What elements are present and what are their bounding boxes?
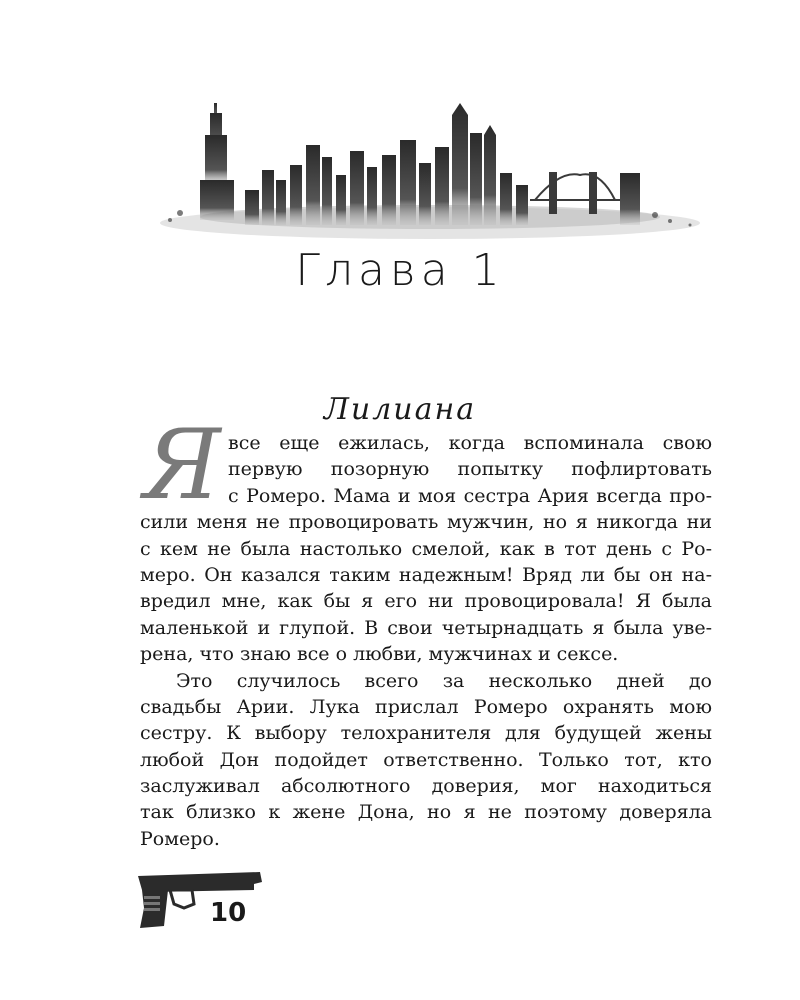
text-line: так близко к жене Дона, но я не поэтому доверяла	[140, 801, 712, 824]
text-line: заслуживал абсолютного доверия, мог находиться	[140, 775, 712, 798]
chapter-body-text	[140, 430, 712, 852]
text-line: Это случилось всего за несколько дней до	[176, 669, 712, 692]
pistol-icon	[134, 868, 266, 930]
text-line: меро. Он казался таким надежным! Вряд ли бы он на-	[140, 563, 712, 586]
text-line: любой Дон подойдет ответственно. Только тот, кто	[140, 748, 712, 771]
text-line: рена, что знаю все о любви, мужчинах и сексе.	[140, 643, 619, 666]
page-number: 10	[210, 898, 247, 928]
text-line: с Ромеро. Мама и моя сестра Ария всегда про-	[228, 484, 712, 507]
text-line: вредил мне, как бы я его ни провоцировала! Я была	[140, 590, 712, 613]
text-line: Ромеро.	[140, 827, 220, 850]
chapter-title: Глава 1	[295, 245, 505, 296]
text-line: сестру. К выбору телохранителя для будущей жены	[140, 722, 712, 745]
drop-cap: Я	[143, 409, 221, 521]
text-line: первую позорную попытку пофлиртовать	[228, 458, 712, 481]
city-skyline-illustration	[150, 95, 710, 255]
text-line: с кем не была настолько смелой, как в тот день с Ро-	[140, 537, 712, 560]
text-line: сили меня не провоцировать мужчин, но я никогда ни	[140, 511, 712, 534]
text-line: маленькой и глупой. В свои четырнадцать я была уве-	[140, 616, 712, 639]
text-line: все еще ежилась, когда вспоминала свою	[228, 432, 712, 454]
chapter-pov-name: Лилиана	[323, 392, 477, 427]
text-line: свадьбы Арии. Лука прислал Ромеро охранять мою	[140, 695, 712, 718]
